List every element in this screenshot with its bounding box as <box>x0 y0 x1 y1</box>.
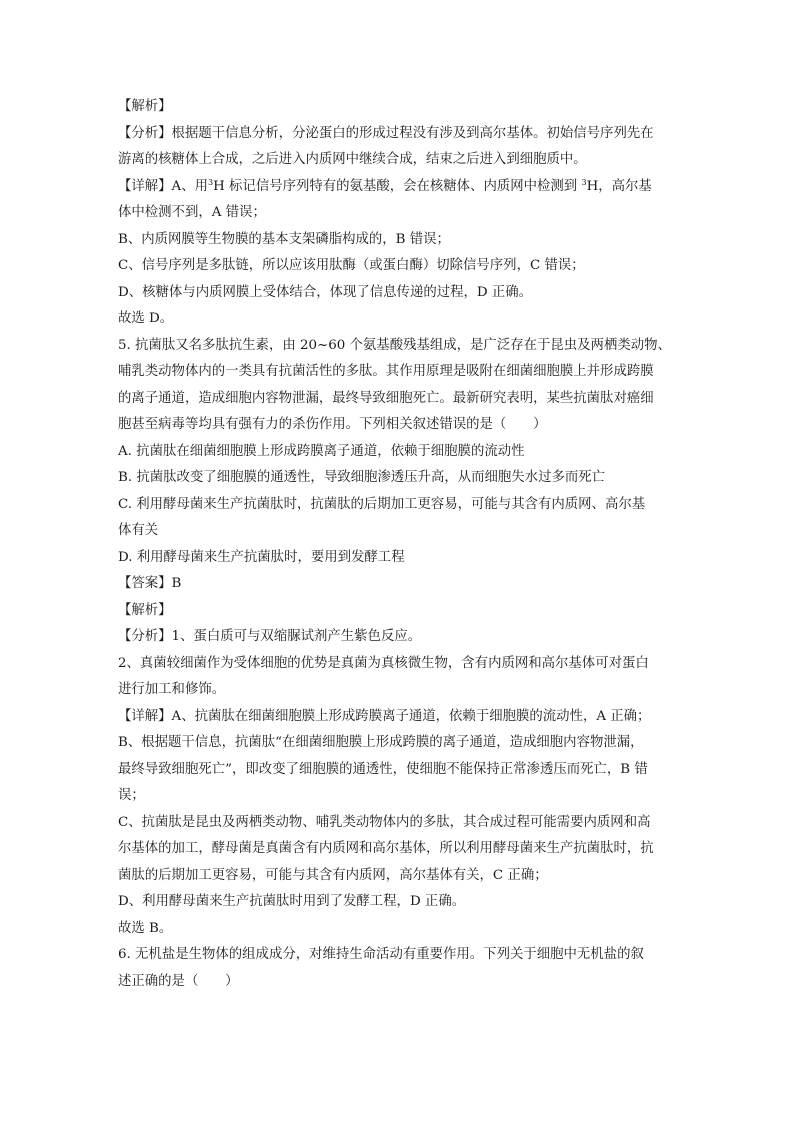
question-6-stem: 6. 无机盐是生物体的组成成分，对维持生命活动有重要作用。下列关于细胞中无机盐的叙 <box>118 947 644 962</box>
text-segment: 【详解】A、用 <box>118 178 209 194</box>
text-line: B、根据题干信息，抗菌肽“在细菌细胞膜上形成跨膜的离子通道，造成细胞内容物泄漏， <box>118 735 644 750</box>
question-5-stem: 哺乳类动物体内的一类具有抗菌活性的多肽。其作用原理是吸附在细菌细胞膜上并形成跨膜 <box>118 364 654 379</box>
heading-jiexi: 【解析】 <box>118 99 172 114</box>
superscript: 3 <box>581 177 587 187</box>
option-d: D. 利用酵母菌来生产抗菌肽时，要用到发酵工程 <box>118 549 405 565</box>
text-line: C、信号序列是多肽链，所以应该用肽酶（或蛋白酶）切除信号序列，C 错误； <box>118 258 585 273</box>
question-5-stem: 5. 抗菌肽又名多肽抗生素，由 20~60 个氨基酸残基组成，是广泛存在于昆虫及两栖类动物、 <box>118 337 671 353</box>
option-c: C. 利用酵母菌来生产抗菌肽时，抗菌肽的后期加工更容易，可能与其含有内质网、高尔基 <box>118 496 646 512</box>
text-line: 【详解】A、抗菌肽在细菌细胞膜上形成跨膜离子通道，依赖于细胞膜的流动性，A 正确； <box>118 708 651 724</box>
text-line: C、抗菌肽是昆虫及两栖类动物、哺乳类动物体内的多肽，其合成过程可能需要内质网和高 <box>118 814 651 830</box>
question-5-stem: 胞甚至病毒等均具有强有力的杀伤作用。下列相关叙述错误的是（ ） <box>118 417 547 432</box>
text-line: 尔基体的加工，酵母菌是真菌含有内质网和高尔基体，所以利用酵母菌来生产抗菌肽时，抗 <box>118 841 654 856</box>
text-line: 2、真菌较细菌作为受体细胞的优势是真菌为真核微生物，含有内质网和高尔基体可对蛋白 <box>118 655 649 671</box>
text-line: 游离的核糖体上合成，之后进入内质网中继续合成，结束之后进入到细胞质中。 <box>118 152 587 167</box>
question-6-stem: 述正确的是（ ） <box>118 973 239 989</box>
question-5-stem: 的离子通道，造成细胞内容物泄漏，最终导致细胞死亡。最新研究表明，某些抗菌肽对癌细 <box>118 390 654 406</box>
text-line: 误； <box>118 788 145 803</box>
text-segment: H，高尔基 <box>586 178 652 194</box>
text-line: D、核糖体与内质网膜上受体结合，体现了信息传递的过程，D 正确。 <box>118 284 533 300</box>
text-line: B、内质网膜等生物膜的基本支架磷脂构成的，B 错误； <box>118 231 450 247</box>
option-b: B. 抗菌肽改变了细胞膜的通透性，导致细胞渗透压升高，从而细胞失水过多而死亡 <box>118 470 606 485</box>
answer-line: 【答案】B <box>118 576 182 591</box>
option-a: A. 抗菌肽在细菌细胞膜上形成跨膜离子通道，依赖于细胞膜的流动性 <box>118 443 525 459</box>
text-line: D、利用酵母菌来生产抗菌肽时用到了发酵工程，D 正确。 <box>118 894 466 909</box>
option-c: 体有关 <box>118 523 159 538</box>
text-line: 故选 B。 <box>118 920 173 936</box>
text-line: 故选 D。 <box>118 311 174 326</box>
superscript: 3 <box>208 177 214 187</box>
text-segment: H 标记信号序列特有的氨基酸，会在核糖体、内质网中检测到 <box>213 178 582 194</box>
text-line: 菌肽的后期加工更容易，可能与其含有内质网，高尔基体有关，C 正确； <box>118 867 548 883</box>
heading-jiexi: 【解析】 <box>118 602 172 618</box>
text-line: 最终导致细胞死亡”，即改变了细胞膜的通透性，使细胞不能保持正常渗透压而死亡，B 错 <box>118 761 648 777</box>
text-line: 【分析】根据题干信息分析，分泌蛋白的形成过程没有涉及到高尔基体。初始信号序列先在 <box>118 125 654 141</box>
text-line <box>118 174 678 201</box>
text-line: 进行加工和修饰。 <box>118 682 226 697</box>
text-line: 【分析】1、蛋白质可与双缩脲试剂产生紫色反应。 <box>118 629 422 644</box>
document-page <box>118 94 678 995</box>
text-line: 体中检测不到，A 错误； <box>118 205 266 220</box>
